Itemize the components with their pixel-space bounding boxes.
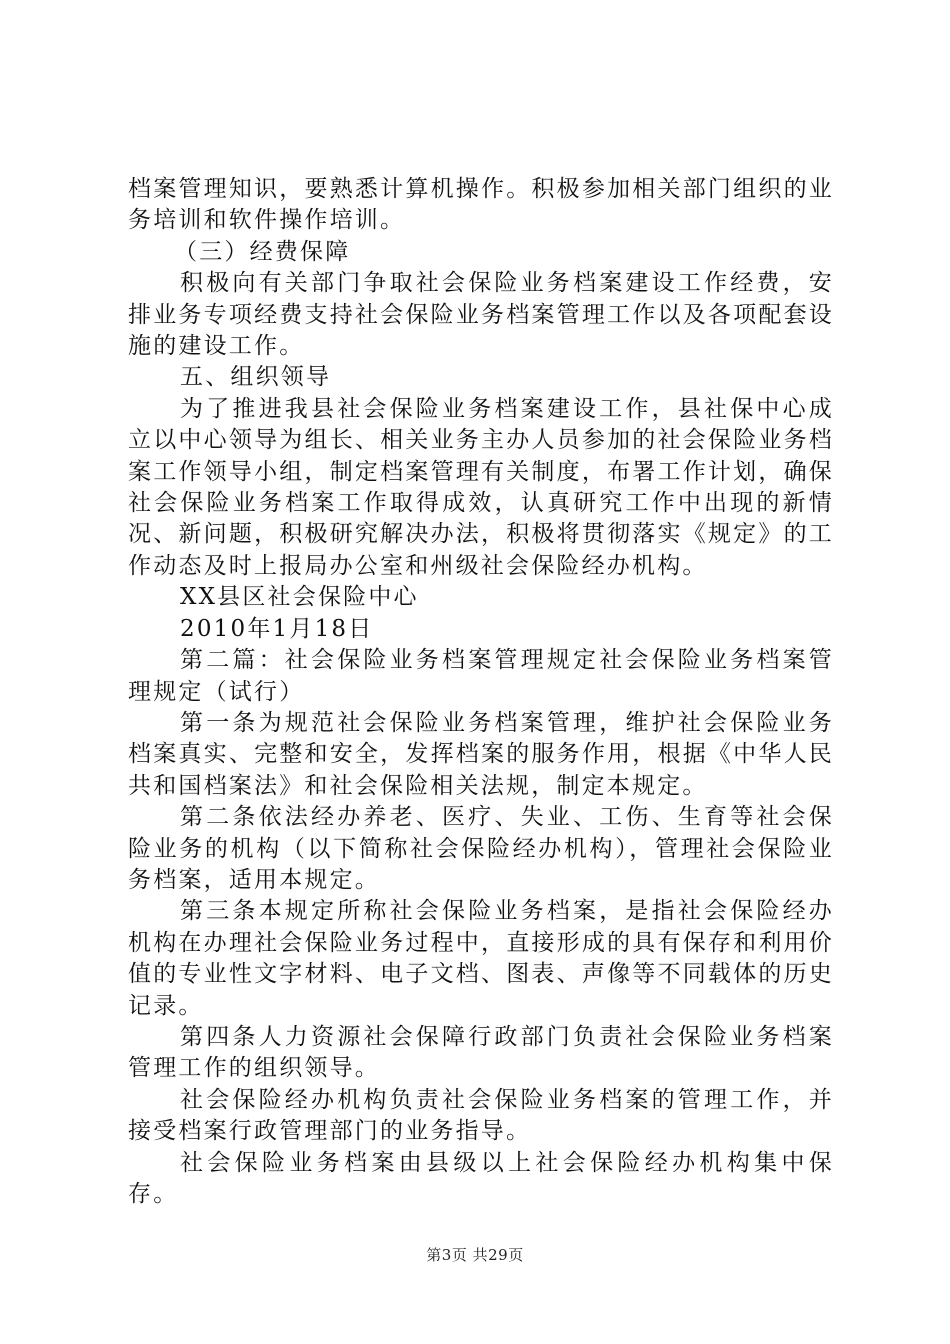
paragraph-funding: 积极向有关部门争取社会保险业务档案建设工作经费，安排业务专项经费支持社会保险业务档案管理工作以及各项配套设施的建设工作。 bbox=[128, 270, 834, 360]
article-4: 第四条人力资源社会保障行政部门负责社会保险业务档案管理工作的组织领导。 bbox=[128, 1023, 834, 1082]
page-number-footer: 第3页 共29页 bbox=[426, 1246, 524, 1264]
paragraph-leadership: 为了推进我县社会保险业务档案建设工作，县社保中心成立以中心领导为组长、相关业务主办人员参加的社会保险业务档案工作领导小组，制定档案管理有关制度，布署工作计划，确保社会保险业务档案工作取得成效，认真研究工作中出现的新情况、新问题，积极研究解决办法，积极将贯彻落实《规定》的工作动态及时上报局办公室和州级社会保险经办机构。 bbox=[128, 395, 834, 579]
article-4-paragraph-2: 社会保险经办机构负责社会保险业务档案的管理工作，并接受档案行政管理部门的业务指导。 bbox=[128, 1086, 834, 1145]
chapter-title: 第二篇：社会保险业务档案管理规定社会保险业务档案管理规定（试行） bbox=[128, 647, 834, 705]
paragraph-training: 档案管理知识，要熟悉计算机操作。积极参加相关部门组织的业务培训和软件操作培训。 bbox=[128, 176, 834, 234]
article-4-paragraph-3: 社会保险业务档案由县级以上社会保险经办机构集中保存。 bbox=[128, 1149, 834, 1207]
subheading-funding: （三）经费保障 bbox=[174, 238, 351, 265]
heading-leadership: 五、组织领导 bbox=[180, 364, 332, 391]
signature-date: 2010年1月18日 bbox=[180, 615, 374, 642]
article-2: 第二条依法经办养老、医疗、失业、工伤、生育等社会保险业务的机构（以下简称社会保险经办机构），管理社会保险业务档案，适用本规定。 bbox=[128, 804, 834, 893]
document-body bbox=[128, 174, 834, 1210]
signature-organization: XX县区社会保险中心 bbox=[180, 584, 419, 611]
article-3: 第三条本规定所称社会保险业务档案，是指社会保险经办机构在办理社会保险业务过程中，直接形成的具有保存和利用价值的专业性文字材料、电子文档、图表、声像等不同载体的历史记录。 bbox=[128, 898, 834, 1019]
article-1: 第一条为规范社会保险业务档案管理，维护社会保险业务档案真实、完整和安全，发挥档案的服务作用，根据《中华人民共和国档案法》和社会保险相关法规，制定本规定。 bbox=[128, 709, 834, 799]
